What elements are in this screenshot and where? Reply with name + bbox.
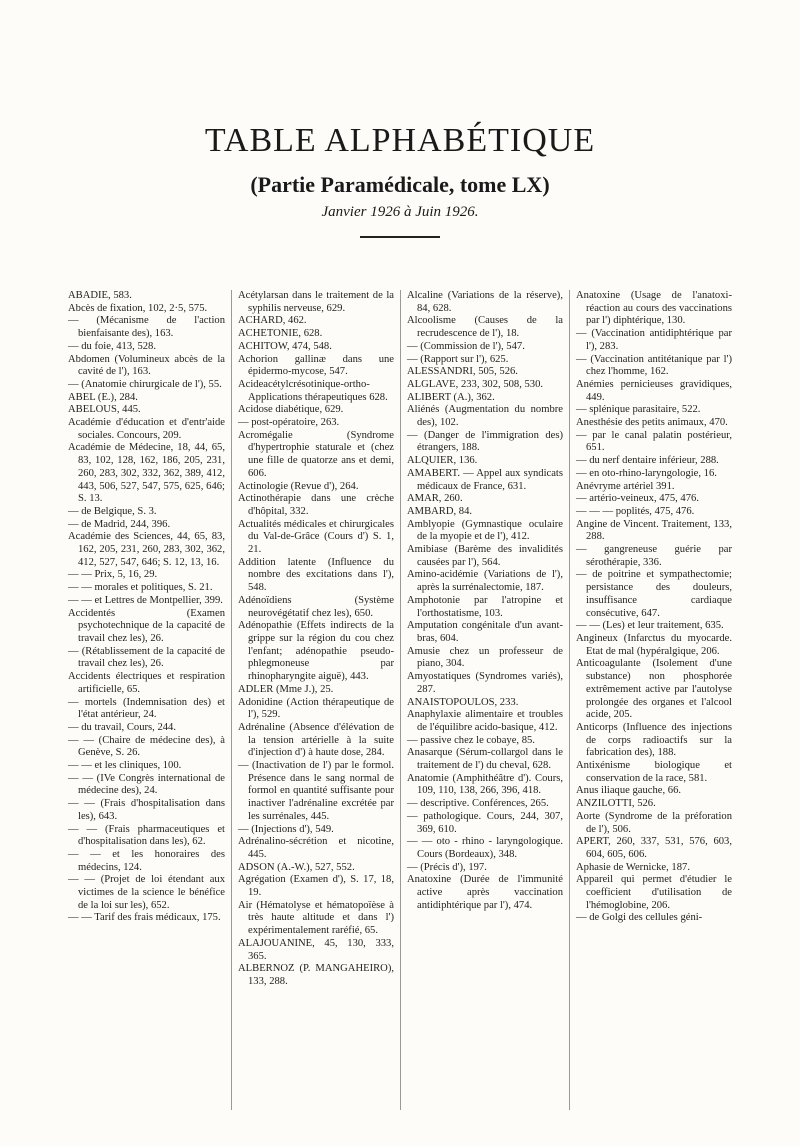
index-entry: Amphotonie par l'atropine et l'orthostatisme, 103. bbox=[407, 594, 563, 619]
index-entry: — (Anatomie chirurgicale de l'), 55. bbox=[68, 378, 222, 390]
index-entry: — — (Projet de loi étendant aux victimes de la science le bénéfice de la loi sur les), 652. bbox=[68, 874, 225, 911]
index-column-1 bbox=[62, 290, 231, 1110]
index-entry: Adrénaline (Absence d'élévation de la tension artérielle à la suite d'injection d') à haute dose, 284. bbox=[238, 721, 394, 759]
index-entry: Amputation congénitale d'un avant-bras, 604. bbox=[407, 620, 563, 644]
index-entry: Acétylarsan dans le traitement de la syphilis nerveuse, 629. bbox=[238, 290, 394, 314]
index-entry: Appareil qui permet d'étudier le coefficient d'utilisation de l'hémoglobine, 206. bbox=[576, 874, 732, 911]
index-entry: — descriptive. Conférences, 265. bbox=[407, 798, 549, 810]
index-entry: — — (Chaire de médecine des), à Genève, S. 26. bbox=[68, 734, 225, 759]
index-entry: Adonidine (Action thérapeutique de l'), 529. bbox=[238, 696, 394, 721]
index-entry: Anévryme artériel 391. bbox=[576, 480, 675, 492]
index-entry: Angineux (Infarctus du myocarde. Etat de mal (hypéralgique, 206. bbox=[576, 632, 732, 657]
index-entry: Actinologie (Revue d'), 264. bbox=[238, 480, 359, 492]
index-entry: — du foie, 413, 528. bbox=[68, 340, 156, 352]
index-entry: Angine de Vincent. Traitement, 133, 288. bbox=[576, 518, 732, 543]
index-entry: ALQUIER, 136. bbox=[407, 455, 478, 467]
index-entry: — du travail, Cours, 244. bbox=[68, 721, 176, 733]
index-entry: Anticorps (Influence des injections de corps radioactifs sur la fabrication des), 188. bbox=[576, 721, 732, 759]
index-column-4 bbox=[569, 290, 738, 1110]
index-entry: ACHITOW, 474, 548. bbox=[238, 340, 332, 352]
index-entry: Adrénalino-sécrétion et nicotine, 445. bbox=[238, 836, 394, 860]
index-entry: Anasarque (Sérum-collargol dans le traitement de l') du cheval, 628. bbox=[407, 747, 563, 772]
index-entry: — (Rétablissement de la capacité de travail chez les), 26. bbox=[68, 645, 225, 670]
index-entry: — en oto-rhino-laryngologie, 16. bbox=[576, 467, 717, 479]
page-title: TABLE ALPHABÉTIQUE bbox=[204, 122, 596, 159]
index-entry: Accidentés (Examen psychotechnique de la capacité de travail chez les), 26. bbox=[68, 607, 225, 644]
index-column-2 bbox=[231, 290, 400, 1110]
index-entry: — pathologique. Cours, 244, 307, 369, 610. bbox=[407, 810, 563, 835]
index-entry: ACHETONIE, 628. bbox=[238, 328, 323, 340]
index-entry: AMAR, 260. bbox=[407, 493, 463, 505]
index-entry: Abdomen (Volumineux abcès de la cavité de l'), 163. bbox=[68, 353, 225, 378]
index-entry: ABADIE, 583. bbox=[68, 290, 132, 301]
index-entry: APERT, 260, 337, 531, 576, 603, 604, 605, 606. bbox=[576, 836, 732, 860]
index-entry: — (Inactivation de l') par le formol. Présence dans le sang normal de formol en quantité suffisante pour inactiver l'adrénaline excrétée par les surrénales, 445. bbox=[238, 760, 394, 822]
index-entry: ANAISTOPOULOS, 233. bbox=[407, 696, 519, 708]
index-entry: ALAJOUANINE, 45, 130, 333, 365. bbox=[238, 937, 394, 962]
index-entry: ADSON (A.-W.), 527, 552. bbox=[238, 861, 355, 873]
index-entry: — — et Lettres de Montpellier, 399. bbox=[68, 594, 223, 606]
index-entry: Acidose diabétique, 629. bbox=[238, 404, 344, 416]
index-entry: Abcès de fixation, 102, 2·5, 575. bbox=[68, 302, 208, 314]
index-entry: — splénique parasitaire, 522. bbox=[576, 404, 701, 416]
index-entry: ABEL (E.), 284. bbox=[68, 391, 138, 403]
index-entry: — — (Les) et leur traitement, 635. bbox=[576, 620, 724, 632]
index-entry: — — (Frais d'hospitalisation dans les), 643. bbox=[68, 798, 225, 822]
index-entry: Acideacétylcrésotinique-ortho-Applications thérapeutiques 628. bbox=[238, 378, 388, 403]
index-entry: ACHARD, 462. bbox=[238, 315, 307, 327]
index-entry: Anticoagulante (Isolement d'une substance) non phosphorée extrêmement active par l'autolyse prolongée des organes et l'alcool acide, 205. bbox=[576, 658, 732, 721]
index-entry: Antixénisme biologique et conservation de la race, 581. bbox=[576, 760, 732, 784]
index-entry: Anatoxine (Usage de l'anatoxi-réaction au cours des vaccinations par l') diphtérique, 130. bbox=[576, 290, 732, 327]
index-entry: Actualités médicales et chirurgicales du Val-de-Grâce (Cours d') S. 1, 21. bbox=[238, 518, 394, 556]
index-entry: — de poitrine et sympathectomie; persistance des douleurs, insuffisance cardiaque consécutive, 647. bbox=[576, 569, 732, 619]
index-entry: Achorion gallinæ dans une épidermo-mycose, 547. bbox=[238, 353, 394, 378]
index-entry: — artério-veineux, 475, 476. bbox=[576, 493, 699, 505]
index-entry: — (Précis d'), 197. bbox=[407, 861, 487, 873]
index-entry: ANZILOTTI, 526. bbox=[576, 798, 656, 810]
index-entry: Aphasie de Wernicke, 187. bbox=[576, 861, 690, 873]
index-entry: — (Commission de l'), 547. bbox=[407, 340, 525, 352]
index-entry: — passive chez le cobaye, 85. bbox=[407, 734, 535, 746]
index-entry: Alcoolisme (Causes de la recrudescence de l'), 18. bbox=[407, 315, 563, 340]
index-entry: Anémies pernicieuses gravidiques, 449. bbox=[576, 378, 732, 403]
page-subtitle: (Partie Paramédicale, tome LX) bbox=[250, 172, 550, 197]
index-entry: — — et les honoraires des médecins, 124. bbox=[68, 848, 225, 873]
index-entry: — de Belgique, S. 3. bbox=[68, 505, 157, 517]
index-entry: — de Madrid, 244, 396. bbox=[68, 518, 171, 530]
index-entry: ALGLAVE, 233, 302, 508, 530. bbox=[407, 378, 544, 390]
index-entry: — — oto - rhino - laryngologique. Cours (Bordeaux), 348. bbox=[407, 836, 563, 860]
index-entry: Anus iliaque gauche, 66. bbox=[576, 785, 682, 797]
index-entry: — gangreneuse guérie par sérothérapie, 336. bbox=[576, 544, 732, 568]
index-entry: — — (IVe Congrès international de médecine des), 24. bbox=[68, 772, 225, 797]
index-entry: Anatomie (Amphithéâtre d'). Cours, 109, 110, 138, 266, 396, 418. bbox=[407, 772, 563, 797]
index-entry: ALESSANDRI, 505, 526. bbox=[407, 366, 518, 378]
index-entry: Acromégalie (Syndrome d'hypertrophie staturale et (chez une fille de quatorze ans et demi, 606. bbox=[238, 429, 394, 479]
index-entry: Aliénés (Augmentation du nombre des), 102. bbox=[407, 404, 563, 429]
index-entry: Amblyopie (Gymnastique oculaire de la myopie et de l'), 412. bbox=[407, 518, 563, 543]
index-entry: Amibiase (Barème des invalidités causées par l'), 564. bbox=[407, 544, 563, 568]
date-range: Janvier 1926 à Juin 1926. bbox=[321, 204, 479, 220]
index-entry: — (Injections d'), 549. bbox=[238, 823, 334, 835]
index-entry: Aorte (Syndrome de la préforation de l'), 506. bbox=[576, 810, 732, 835]
index-entry: ALIBERT (A.), 362. bbox=[407, 391, 495, 403]
index-entry: Air (Hématolyse et hématopoïèse à très haute altitude et dans l') expérimentalement raréfié, 65. bbox=[238, 899, 394, 937]
index-entry: — mortels (Indemnisation des) et l'état antérieur, 24. bbox=[68, 696, 225, 721]
index-entry: ADLER (Mme J.), 25. bbox=[238, 683, 334, 695]
index-entry: Académie d'éducation et d'entr'aide sociales. Concours, 209. bbox=[68, 417, 225, 441]
index-entry: — (Mécanisme de l'action bienfaisante des), 163. bbox=[68, 315, 225, 340]
index-entry: Anesthésie des petits animaux, 470. bbox=[576, 417, 728, 429]
index-entry: — — — poplités, 475, 476. bbox=[576, 505, 695, 517]
index-entry: Accidents électriques et respiration artificielle, 65. bbox=[68, 671, 225, 695]
index-entry: — — et les cliniques, 100. bbox=[68, 760, 182, 772]
index-entry: AMBARD, 84. bbox=[407, 505, 473, 517]
index-entry: — (Vaccination antitétanique par l') chez l'homme, 162. bbox=[576, 353, 732, 378]
index-entry: Adénopathie (Effets indirects de la grippe sur la région du cou chez l'enfant; adénopathie pseudo-phlegmoneuse par rhinopharyngite aiguë), 443. bbox=[238, 620, 394, 683]
index-entry: — de Golgi des cellules géni- bbox=[576, 912, 703, 924]
index-entry: — (Vaccination antidiphtérique par l'), 283. bbox=[576, 328, 732, 352]
index-entry: ABELOUS, 445. bbox=[68, 404, 141, 416]
index-entry: — (Rapport sur l'), 625. bbox=[407, 353, 509, 365]
index-entry: AMABERT. — Appel aux syndicats médicaux de France, 631. bbox=[407, 467, 563, 492]
index-entry: Actinothérapie dans une crèche d'hôpital, 332. bbox=[238, 493, 394, 517]
index-entry: Alcaline (Variations de la réserve), 84, 628. bbox=[407, 290, 563, 314]
index-entry: Addition latente (Influence du nombre des excitations dans l'), 548. bbox=[238, 556, 394, 594]
index-entry: — — Tarif des frais médicaux, 175. bbox=[68, 912, 221, 924]
index-entry: Adénoïdiens (Système neurovégétatif chez les), 650. bbox=[238, 594, 394, 619]
index-entry: — par le canal palatin postérieur, 651. bbox=[576, 429, 732, 454]
index-entry: Académie des Sciences, 44, 65, 83, 162, 205, 231, 260, 283, 302, 362, 412, 527, 547, 646; S. 12, 13, 16. bbox=[68, 531, 225, 568]
index-entry: Académie de Médecine, 18, 44, 65, 83, 102, 128, 162, 186, 205, 231, 260, 283, 302, 332, 362, 389, 412, 443, 506, 527, 547, 575, 625, 646; S. 13. bbox=[68, 442, 225, 505]
index-entry: Agrégation (Examen d'), S. 17, 18, 19. bbox=[238, 874, 394, 899]
index-entry: Anatoxine (Durée de l'immunité active après vaccination antidiphtérique par l'), 474. bbox=[407, 874, 563, 911]
index-entry: ALBERNOZ (P. MANGAHEIRO), 133, 288. bbox=[238, 963, 394, 987]
index-entry: — — Prix, 5, 16, 29. bbox=[68, 569, 158, 581]
index-entry: — — morales et politiques, S. 21. bbox=[68, 582, 213, 594]
title-divider bbox=[360, 236, 440, 238]
index-entry: — post-opératoire, 263. bbox=[238, 417, 340, 429]
index-columns bbox=[62, 290, 738, 1110]
index-entry: — du nerf dentaire inférieur, 288. bbox=[576, 455, 719, 467]
index-entry: Amyostatiques (Syndromes variés), 287. bbox=[407, 671, 563, 695]
index-entry: Amino-acidémie (Variations de l'), après la surrénalectomie, 187. bbox=[407, 569, 563, 594]
index-entry: Anaphylaxie alimentaire et troubles de l'équilibre acido-basique, 412. bbox=[407, 709, 563, 733]
index-entry: Amusie chez un professeur de piano, 304. bbox=[407, 645, 563, 670]
index-entry: — — (Frais pharmaceutiques et d'hospitalisation dans les), 62. bbox=[68, 823, 225, 848]
index-column-3 bbox=[400, 290, 569, 1110]
index-entry: — (Danger de l'immigration des) étrangers, 188. bbox=[407, 429, 563, 454]
